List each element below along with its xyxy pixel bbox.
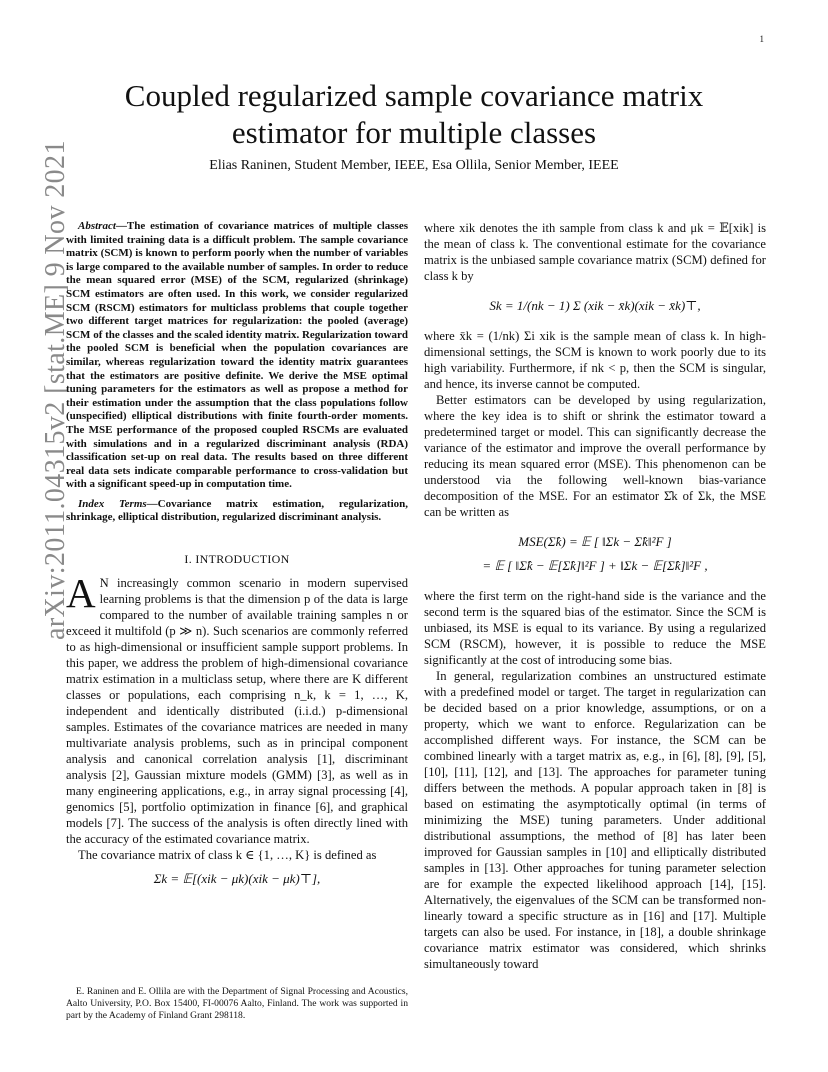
right-paragraph-2: where x̄k = (1/nk) Σi xik is the sample mean of class k. In high-dimensional settings, the SCM is known to work poorly due to its high variability. Furthermore, if nk < p, then the SCM is singular, and hence, its inverse cannot be computed. [424, 329, 766, 391]
equation-mse [424, 530, 766, 578]
left-column [66, 220, 408, 895]
arxiv-stamp: arXiv:2011.04315v2 [stat.ME] 9 Nov 2021 [40, 140, 71, 640]
index-terms: Index Terms—Covariance matrix estimation, regularization, shrinkage, elliptical distribution, regularized discriminant analysis. [66, 497, 408, 524]
intro-paragraph-1-text: N increasingly common scenario in modern supervised learning problems is that the dimension p of the data is large compared to the number of available training samples n or exceed it multifold (p ≫ n). Such scenarios are commonly referred to as high-dimensional or insufficient sample support problems. In this paper, we address the problem of high-dimensional covariance matrix estimation in a multiclass setup, where there are K different classes or populations, each comprising n_k, k = 1, …, K, independent and identically distributed (i.i.d.) p-dimensional samples. Estimates of the covariance matrices are needed in many multivariate analysis problems, such as in principal component analysis and canonical correlation analysis [1], discriminant analysis [2], Gaussian mixture models (GMM) [3], as well as in many engineering applications, e.g., in array signal processing [4], genomics [5], portfolio optimization in finance [6], and graphical models [7]. The success of the analysis is often directly lined with the accuracy of the estimated covariance matrix. [66, 576, 408, 847]
author-line: Elias Raninen, Student Member, IEEE, Esa Ollila, Senior Member, IEEE [209, 158, 619, 173]
equation-mse-line-1: MSE(Σ̂k) = 𝔼 [ ‖Σk − Σ̂k‖²F ] [518, 534, 672, 549]
intro-paragraph-2: The covariance matrix of class k ∈ {1, …, K} is defined as [78, 848, 377, 863]
title-line-2: estimator for multiple classes [231, 115, 597, 150]
section-heading-introduction: I. INTRODUCTION [184, 552, 290, 567]
equation-scm: Sk = 1/(nk − 1) Σ (xik − x̄k)(xik − x̄k)⊤, [489, 298, 701, 313]
intro-paragraph-1 [66, 570, 408, 847]
footnote: E. Raninen and E. Ollila are with the Department of Signal Processing and Acoustics, Aalto University, P.O. Box 15400, FI-00076 Aalto, Finland. The work was supported in part by the Academy of Finland Grant 298118. [66, 986, 408, 1021]
right-column [424, 220, 766, 972]
index-terms-text: Covariance matrix estimation, regularization, shrinkage, elliptical distribution, regularized discriminant analysis. [66, 497, 408, 524]
abstract-text: The estimation of covariance matrices of multiple classes with limited training data is a difficult problem. The sample covariance matrix (SCM) is known to perform poorly when the number of variables is large compared to the available number of samples. In order to reduce the mean squared error (MSE) of the SCM, regularized (shrinkage) SCM estimators are often used. In this work, we consider regularized SCM (RSCM) estimators for multiclass problems that couple together two different target matrices for regularization: the pooled (average) SCM of the classes and the scaled identity matrix. Regularization toward the pooled SCM is beneficial when the population covariances are similar, whereas regularization toward the identity matrix guarantees that the estimators are positive definite. We derive the MSE optimal tuning parameters for the estimators as well as propose a method for their estimation under the assumption that the class populations follow (unspecified) elliptical distributions with finite fourth-order moments. The MSE performance of the proposed coupled RSCMs are evaluated with simulations and in a regularized discriminant analysis (RDA) classification set-up on real data. The results based on three different real data sets indicate comparable performance to cross-validation but with a significant speed-up in computation time. [66, 220, 408, 491]
abstract-label: Abstract [78, 220, 116, 232]
equation-sigma: Σk = 𝔼[(xik − μk)(xik − μk)⊤], [153, 871, 321, 887]
right-paragraph-5: In general, regularization combines an unstructured estimate with a predefined model or target. The target in regularization can be decided based on a prior knowledge, assumptions, or on a property, which we want to enforce. Regularization can be accomplished different ways. For instance, the SCM can be combined linearly with a target matrix as, e.g., in [6], [8], [9], [5], [10], [11], [12], and [13]. The approaches for parameter tuning differs between the methods. A popular approach taken in [8] is based on estimating the asymptotically optimal (in terms of minimizing the MSE) tuning parameters. Under additional distributional assumptions, the method of [8] has later been improved for Gaussian samples in [10] and elliptically distributed samples in [13]. Other approaches for tuning parameter selection are for example the expected likelihood approach [14], [15]. Alternatively, the eigenvalues of the SCM can be transformed non-linearly toward a specific structure as in [16] and [17]. Multiple targets can also be used. For instance, in [18], a double shrinkage covariance matrix estimator was considered, which shrinks simultaneously toward [424, 669, 766, 971]
abstract: Abstract—The estimation of covariance matrices of multiple classes with limited training data is a difficult problem. The sample covariance matrix (SCM) is known to perform poorly when the number of variables is large compared to the available number of samples. In order to reduce the mean squared error (MSE) of the SCM, regularized (shrinkage) SCM estimators are often used. In this work, we consider regularized SCM (RSCM) estimators for multiclass problems that couple together two different target matrices for regularization: the pooled (average) SCM of the classes and the scaled identity matrix. Regularization toward the pooled SCM is beneficial when the population covariances are similar, whereas regularization toward the identity matrix guarantees that the estimators are positive definite. We derive the MSE optimal tuning parameters for the estimators as well as propose a method for their estimation under the assumption that the class populations follow (unspecified) elliptical distributions with finite fourth-order moments. The MSE performance of the proposed coupled RSCMs are evaluated with simulations and in a regularized discriminant analysis (RDA) classification set-up on real data. The results based on three different real data sets indicate comparable performance to cross-validation but with a significant speed-up in computation time. [66, 220, 408, 491]
paper-title [70, 77, 758, 151]
equation-mse-line-2: = 𝔼 [ ‖Σ̂k − 𝔼[Σ̂k]‖²F ] + ‖Σk − 𝔼[Σ̂k]‖²F , [482, 558, 708, 573]
right-paragraph-4: where the first term on the right-hand side is the variance and the second term is the squared bias of the estimator. Since the SCM is unbiased, its MSE is equal to its variance. By using a regularized SCM (RSCM), however, it is possible to reduce the MSE significantly at the cost of introducing some bias. [424, 589, 766, 667]
right-paragraph-3: Better estimators can be developed by using regularization, where the key idea is to shift or shrink the estimator toward a predetermined target or model. This can significantly decrease the variance of the estimator and improve the overall performance by reducing its mean squared error (MSE). This phenomenon can be understood via the following well-known bias-variance decomposition of the MSE. For an estimator Σ̂k of Σk, the MSE can be written as [424, 393, 766, 519]
title-line-1: Coupled regularized sample covariance matrix [124, 78, 704, 113]
drop-cap: A [66, 570, 96, 617]
right-paragraph-1: where xik denotes the ith sample from class k and μk = 𝔼[xik] is the mean of class k. The conventional estimate for the covariance matrix is the unbiased sample covariance matrix (SCM) defined for class k by [424, 221, 766, 283]
index-terms-label: Index Terms [78, 497, 147, 510]
page-number: 1 [759, 34, 764, 44]
